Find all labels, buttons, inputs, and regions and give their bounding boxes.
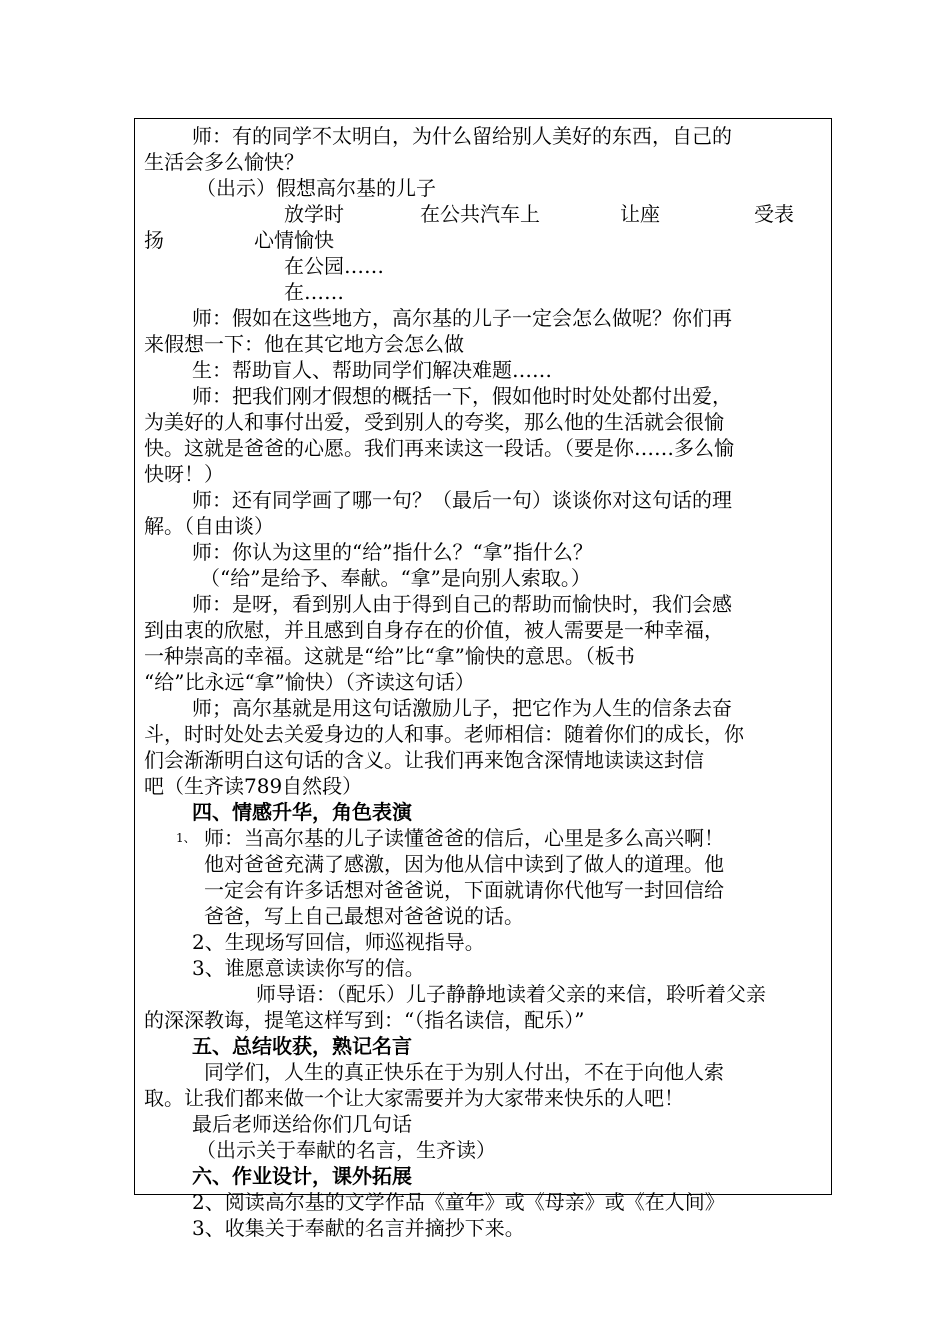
text-line: 一定会有许多话想对爸爸说，下面就请你代他写一封回信给 (204, 878, 724, 902)
text-line: 到由衷的欣慰，并且感到自身存在的价值，被人需要是一种幸福， (144, 618, 724, 642)
text-line: 在公园…… (284, 254, 384, 278)
text-line: 3、收集关于奉献的名言并摘抄下来。 (192, 1216, 525, 1240)
text-line: 解。（自由谈） (144, 514, 274, 538)
text-line: 3、谁愿意读读你写的信。 (192, 956, 425, 980)
column-text: 心情愉快 (254, 228, 334, 252)
text-line: 师：有的同学不太明白，为什么留给别人美好的东西，自己的 (192, 124, 732, 148)
text-line-columns (144, 201, 826, 227)
lesson-plan-text (144, 123, 826, 1241)
text-line-columns (144, 227, 826, 253)
section-heading: 五、总结收获，熟记名言 (192, 1034, 412, 1058)
text-line: 来假想一下：他在其它地方会怎么做 (144, 332, 464, 356)
table-left-rule (134, 118, 135, 1195)
text-line: （“给”是给予、奉献。“拿”是向别人索取。） (200, 566, 591, 590)
text-line: （出示关于奉献的名言，生齐读） (196, 1138, 496, 1162)
text-line: 师导语：（配乐）儿子静静地读着父亲的来信，聆听着父亲 (256, 982, 766, 1006)
text-line: 师：把我们刚才假想的概括一下，假如他时时处处都付出爱， (192, 384, 732, 408)
text-line: 们会渐渐明白这句话的含义。让我们再来饱含深情地读读这封信 (144, 748, 704, 772)
text-line: 的深深教诲，提笔这样写到：“（指名读信，配乐）” (144, 1008, 585, 1032)
text-line: 为美好的人和事付出爱，受到别人的夸奖，那么他的生活就会很愉 (144, 410, 724, 434)
column-text: 扬 (144, 228, 164, 252)
text-line: 他对爸爸充满了感激，因为他从信中读到了做人的道理。他 (204, 852, 724, 876)
text-line: 最后老师送给你们几句话 (192, 1112, 412, 1136)
text-line: 生活会多么愉快？ (144, 150, 304, 174)
text-line: 2、生现场写回信，师巡视指导。 (192, 930, 485, 954)
text-line: 在…… (284, 280, 344, 304)
text-line: 一种崇高的幸福。这就是“给”比“拿”愉快的意思。（板书 (144, 644, 635, 668)
section-heading: 六、作业设计，课外拓展 (192, 1164, 412, 1188)
item-number: 1、 (176, 831, 196, 845)
text-line: 斗，时时处处去关爱身边的人和事。老师相信：随着你们的成长，你 (144, 722, 744, 746)
section-heading: 四、情感升华，角色表演 (192, 800, 412, 824)
text-line: 师：还有同学画了哪一句？（最后一句）谈谈你对这句话的理 (192, 488, 732, 512)
text-line: 师：你认为这里的“给”指什么？“拿”指什么？ (192, 540, 593, 564)
text-line: 师：是呀，看到别人由于得到自己的帮助而愉快时，我们会感 (192, 592, 732, 616)
column-text: 放学时 (284, 202, 344, 226)
text-line: （出示）假想高尔基的儿子 (196, 176, 436, 200)
text-line: 爸爸，写上自己最想对爸爸说的话。 (204, 904, 524, 928)
text-line: “给”比永远“拿”愉快）（齐读这句话） (144, 670, 475, 694)
text-line: 师：假如在这些地方，高尔基的儿子一定会怎么做呢？你们再 (192, 306, 732, 330)
text-line: 取。让我们都来做一个让大家需要并为大家带来快乐的人吧！ (144, 1086, 684, 1110)
text-line: 快。这就是爸爸的心愿。我们再来读这一段话。（要是你……多么愉 (144, 436, 734, 460)
text-line: 快呀！） (144, 462, 224, 486)
numbered-line (144, 825, 826, 851)
column-text: 让座 (620, 202, 660, 226)
column-text: 受表 (754, 202, 794, 226)
text-line: 2、阅读高尔基的文学作品《童年》或《母亲》或《在人间》 (192, 1190, 725, 1214)
text-line: 师；高尔基就是用这句话激励儿子，把它作为人生的信条去奋 (192, 696, 732, 720)
text-line: 吧（生齐读789自然段） (144, 774, 363, 798)
item-text: 师：当高尔基的儿子读懂爸爸的信后，心里是多么高兴啊！ (204, 826, 724, 850)
text-line: 生：帮助盲人、帮助同学们解决难题…… (192, 358, 552, 382)
text-line: 同学们，人生的真正快乐在于为别人付出，不在于向他人索 (204, 1060, 724, 1084)
column-text: 在公共汽车上 (420, 202, 540, 226)
